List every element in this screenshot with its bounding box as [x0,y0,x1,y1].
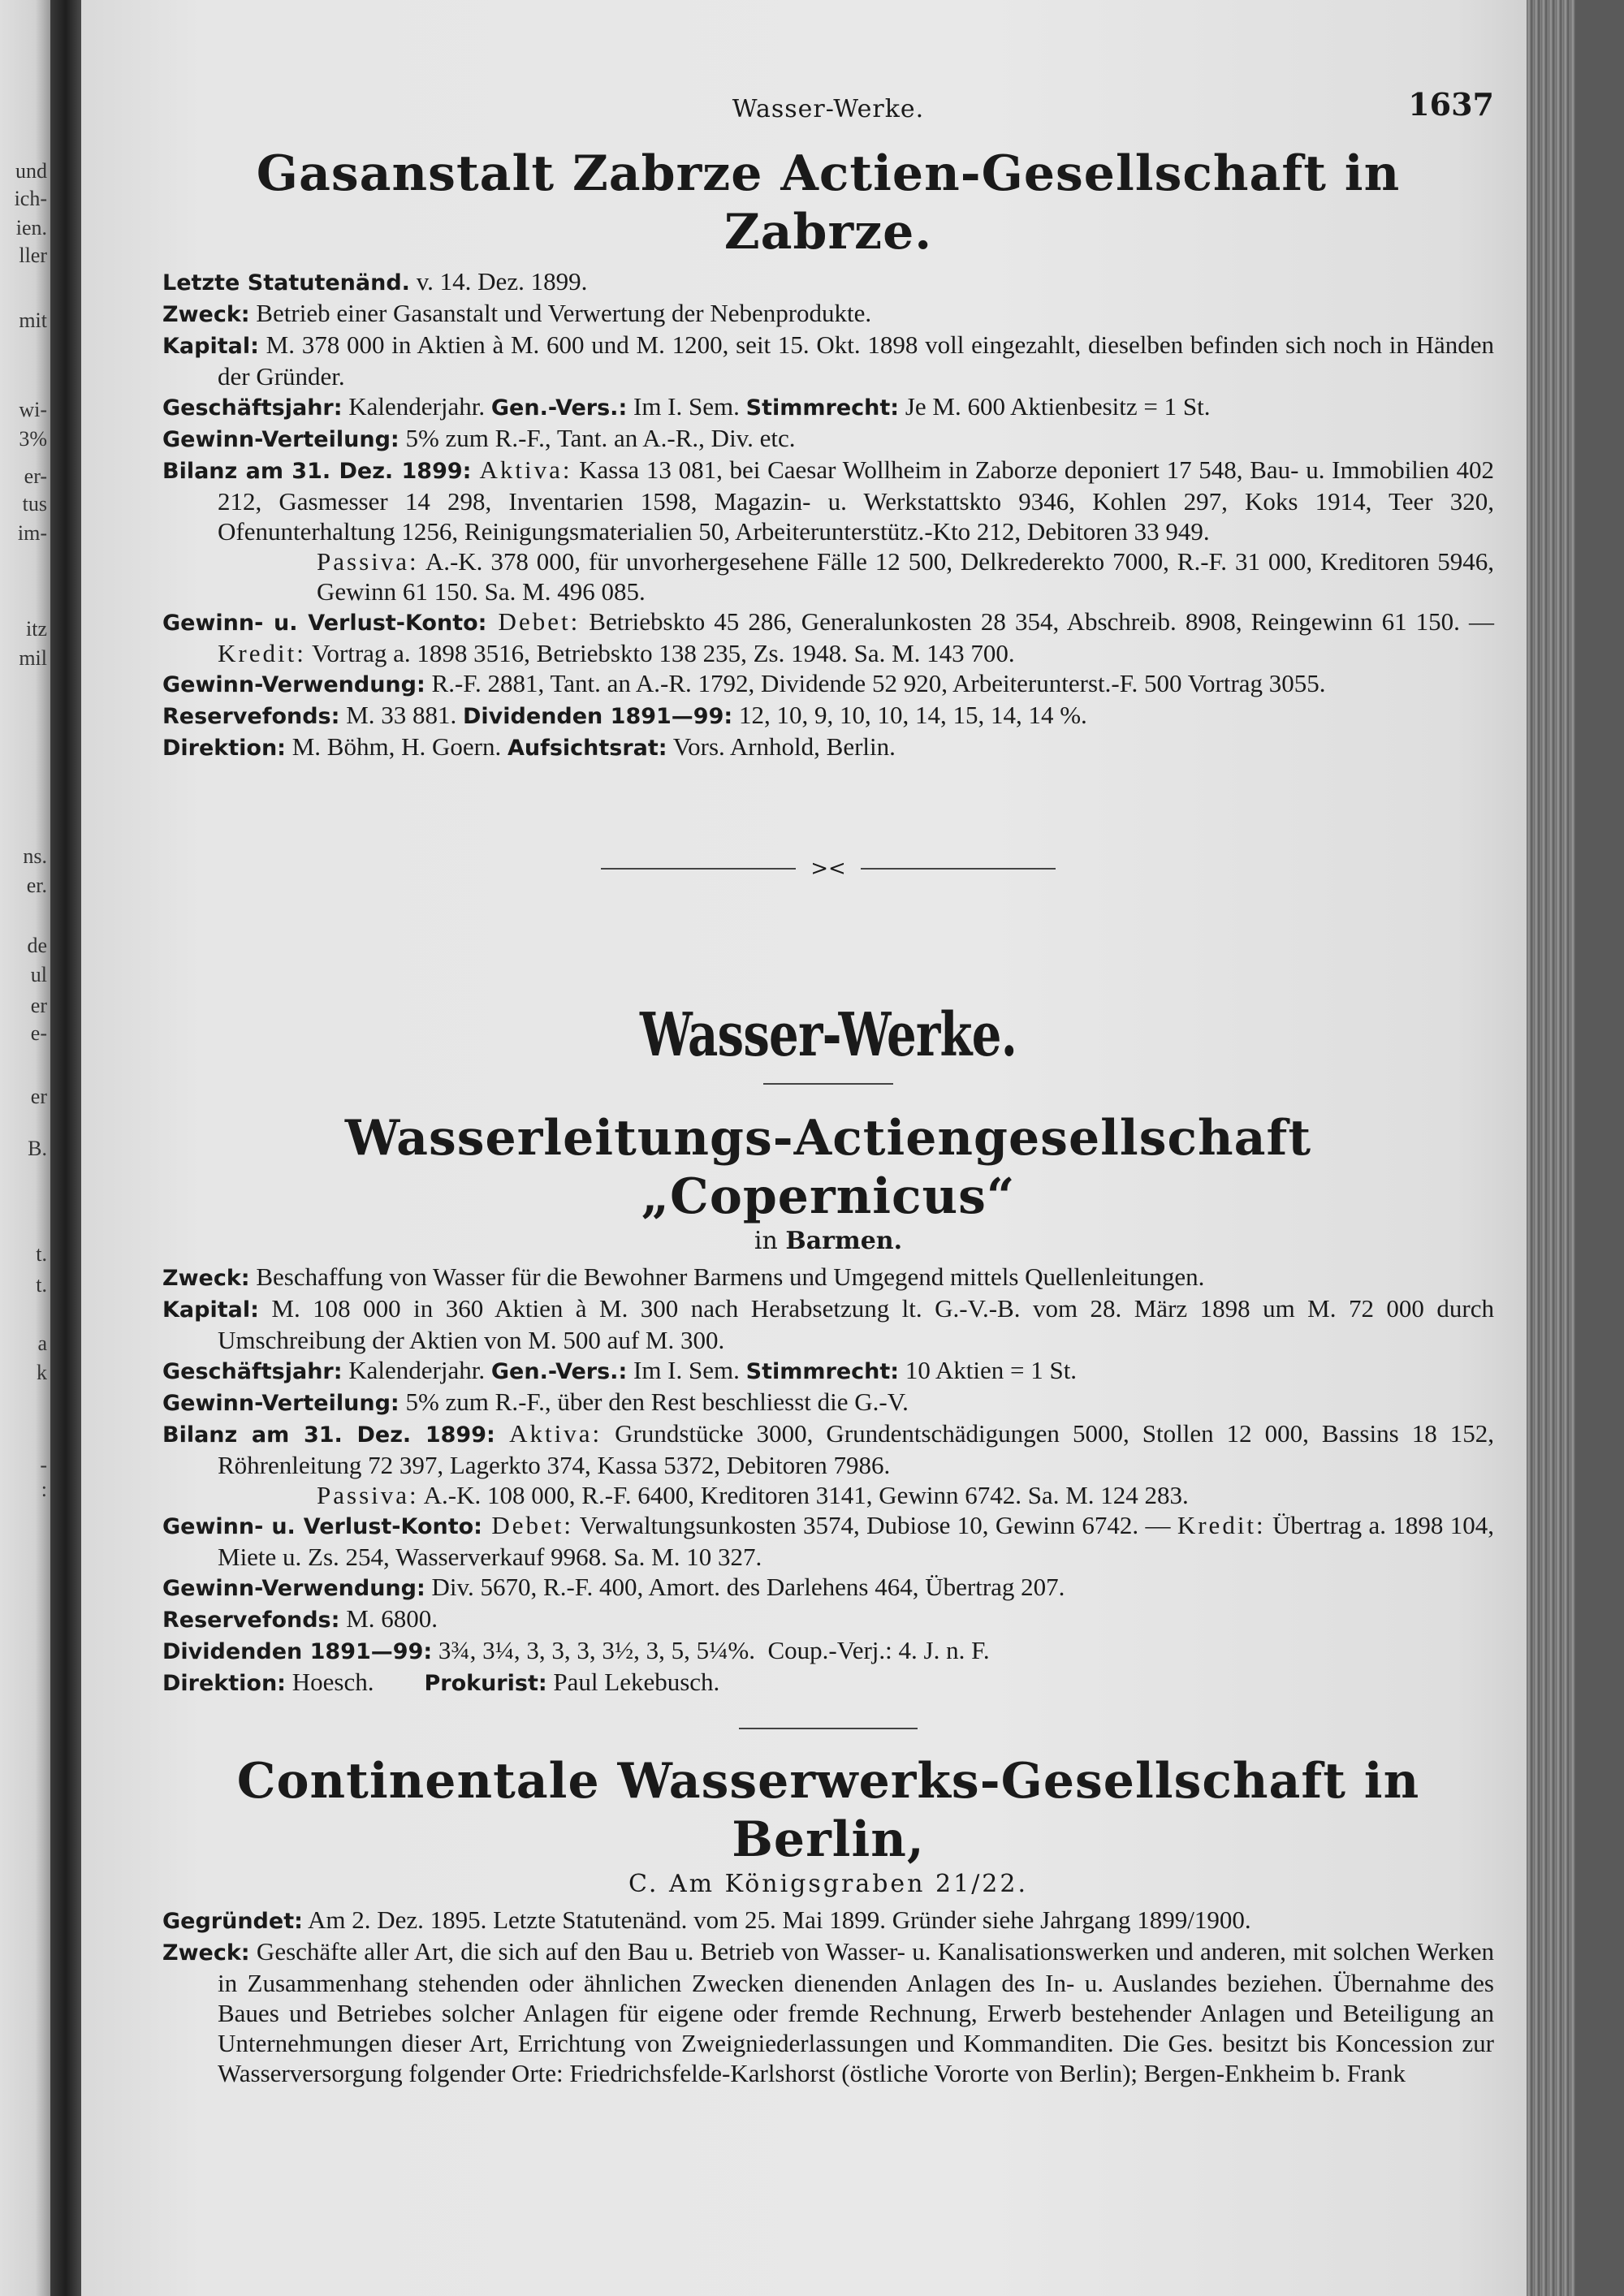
left-fragment: e- [30,1021,47,1045]
left-fragment: k [37,1361,47,1384]
entry-dividends: Dividenden 1891—99: 3¾, 3¼, 3, 3, 3, 3½, 3, 5, 5¼%. Coup.-Verj.: 4. J. n. F. [162,1636,990,1664]
left-fragment: ller [19,244,47,267]
entry-profit-distribution: Gewinn-Verteilung: 5% zum R.-F., über den Rest beschliesst die G.-V. [162,1388,909,1416]
section-rule [763,1083,893,1085]
left-fragment: er [30,994,47,1017]
entry-purpose: Zweck: Betrieb einer Gasanstalt und Verwertung der Nebenprodukte. [162,299,872,327]
entry-management: Direktion: M. Böhm, H. Goern. Aufsichtsrat: Vors. Arnhold, Berlin. [162,732,896,761]
ornament-divider [601,857,1056,881]
left-fragment: er [30,1085,47,1108]
running-head-title: Wasser-Werke. [732,95,925,123]
entry-balance: Bilanz am 31. Dez. 1899: Aktiva: Grundstücke 3000, Grundentschädigungen 5000, Stollen 12 000, Bassins 18 152, Röhrenleitung 72 397, Lagerkto 374, Kassa 5372, Debitoren 7986. [162,1419,1494,1479]
left-fragment: itz [26,617,47,641]
left-fragment: ns. [23,844,47,868]
book-spine [50,0,81,2296]
page-edges [1527,0,1575,2296]
entry-liabilities: Passiva: A.-K. 108 000, R.-F. 6400, Kreditoren 3141, Gewinn 6742. Sa. M. 124 283. [317,1481,1189,1509]
entry-capital: Kapital: M. 108 000 in 360 Aktien à M. 300 nach Herabsetzung lt. G.-V.-B. vom 28. März 1898 um M. 72 000 durch Umschreibung der Aktien von M. 500 auf M. 300. [162,1294,1494,1354]
entry-balance: Bilanz am 31. Dez. 1899: Aktiva: Kassa 13 081, bei Caesar Wollheim in Zaborze deponiert 17 548, Bau- u. Immobilien 402 212, Gasmesser 14 298, Inventarien 1598, Magazin- u. Werkstattskto 9346, Kohlen 297, Koks 1914, Teer 320, Ofenunterhaltung 1256, Reinigungsmaterialien 50, Arbeiterunterstütz.-Kto 212, Debitoren 33 949. [162,455,1494,546]
entry-reserve: Reservefonds: M. 6800. [162,1604,438,1633]
left-fragment: im- [17,521,47,545]
left-fragment: t. [36,1242,47,1266]
entry-fiscal-year: Geschäftsjahr: Kalenderjahr. Gen.-Vers.: Im I. Sem. Stimmrecht: Je M. 600 Aktienbesitz = 1 St. [162,392,1211,421]
company-subtitle: in Barmen. [754,1227,903,1255]
left-fragment: mit [19,309,47,332]
entry-management: Direktion: Hoesch. Prokurist: Paul Lekebusch. [162,1668,720,1696]
section-title: Wasser-Werke. [639,1000,1017,1070]
company-entries [162,1262,1494,1698]
entry-statute: Letzte Statutenänd. v. 14. Dez. 1899. [162,267,588,296]
left-fragment: t. [36,1273,47,1297]
entry-purpose: Zweck: Geschäfte aller Art, die sich auf den Bau u. Betrieb von Wasser- u. Kanalisationswerken und anderen, mit solchen Werken in Zusammenhang stehenden oder ähnlichen Zwecken dienenden Anlagen des In- u. Auslandes beziehen. Übernahme des Baues und Betriebes solcher Anlagen für eigene oder fremde Rechnung, Erwerb bestehender Anlagen und Beteiligung an Unternehmungen dieser Art, Errichtung von Zweigniederlassungen und Kommanditen. Die Ges. besitzt bis Koncession zur Wasserversorgung folgender Orte: Friedrichsfelde-Karlshorst (östliche Vororte von Berlin); Bergen-Enkheim b. Frank [162,1937,1494,2087]
left-fragment: - [40,1453,47,1477]
left-fragment: de [27,934,47,957]
page-content [162,86,1495,2088]
left-fragment: ul [30,963,47,986]
company-title: Gasanstalt Zabrze Actien-Gesellschaft in Zabrze. [256,145,1401,261]
entry-profit-loss: Gewinn- u. Verlust-Konto: Debet: Betriebskto 45 286, Generalunkosten 28 354, Abschreib. 8908, Reingewinn 61 150. — Kredit: Vortrag a. 1898 3516, Betriebskto 138 235, Zs. 1948. Sa. M. 143 700. [162,607,1495,667]
running-head [162,86,1494,138]
entry-profit-use: Gewinn-Verwendung: R.-F. 2881, Tant. an A.-R. 1792, Dividende 52 920, Arbeiterunterst.-F. 500 Vortrag 3055. [162,669,1326,697]
left-fragment: ien. [15,216,47,240]
company-title: Continentale Wasserwerks-Gesellschaft in Berlin, [236,1753,1420,1868]
left-fragment: mil [19,646,47,670]
left-fragment: ich- [14,187,47,210]
company-entries [162,266,1494,763]
left-facing-page [0,0,50,2296]
left-fragment: 3% [19,427,47,451]
entry-founded: Gegründet: Am 2. Dez. 1895. Letzte Statutenänd. vom 25. Mai 1899. Gründer siehe Jahrgang 1899/1900. [162,1905,1251,1934]
left-fragment: B. [28,1137,47,1160]
left-fragment: er- [24,464,47,488]
company-address: C. Am Königsgraben 21/22. [628,1870,1029,1898]
entry-profit-use: Gewinn-Verwendung: Div. 5670, R.-F. 400, Amort. des Darlehens 464, Übertrag 207. [162,1573,1065,1601]
entry-fiscal-year: Geschäftsjahr: Kalenderjahr. Gen.-Vers.: Im I. Sem. Stimmrecht: 10 Aktien = 1 St. [162,1356,1078,1384]
entry-reserve: Reservefonds: M. 33 881. Dividenden 1891—99: 12, 10, 9, 10, 10, 14, 15, 14, 14 %. [162,701,1087,729]
entry-profit-distribution: Gewinn-Verteilung: 5% zum R.-F., Tant. an A.-R., Div. etc. [162,424,796,452]
entry-profit-loss: Gewinn- u. Verlust-Konto: Debet: Verwaltungsunkosten 3574, Dubiose 10, Gewinn 6742. — Kredit: Übertrag a. 1898 104, Miete u. Zs. 254, Wasserverkauf 9968. Sa. M. 10 327. [162,1511,1494,1571]
left-fragment: wi- [19,398,47,421]
company-rule [739,1728,918,1729]
page-number: 1637 [1408,86,1494,123]
left-fragment: tus [22,492,47,516]
left-fragment: : [41,1478,47,1501]
left-fragment: und [15,159,47,183]
ornament-glyph: >< [810,857,846,881]
left-fragment: a [37,1331,47,1355]
company-title: Wasserleitungs-Actiengesellschaft „Copernicus“ [344,1110,1312,1225]
entry-purpose: Zweck: Beschaffung von Wasser für die Bewohner Barmens und Umgegend mittels Quellenleitungen. [162,1262,1205,1291]
entry-capital: Kapital: M. 378 000 in Aktien à M. 600 und M. 1200, seit 15. Okt. 1898 voll eingezahlt, dieselben befinden sich noch in Händen der Gründer. [162,330,1494,391]
company-entries [162,1905,1494,2088]
entry-liabilities: Passiva: A.-K. 378 000, für unvorhergesehene Fälle 12 500, Delkrederekto 7000, R.-F. 31 000, Kreditoren 5946, Gewinn 61 150. Sa. M. 496 085. [317,547,1494,606]
book-page [81,0,1575,2296]
left-fragment: er. [26,874,47,897]
